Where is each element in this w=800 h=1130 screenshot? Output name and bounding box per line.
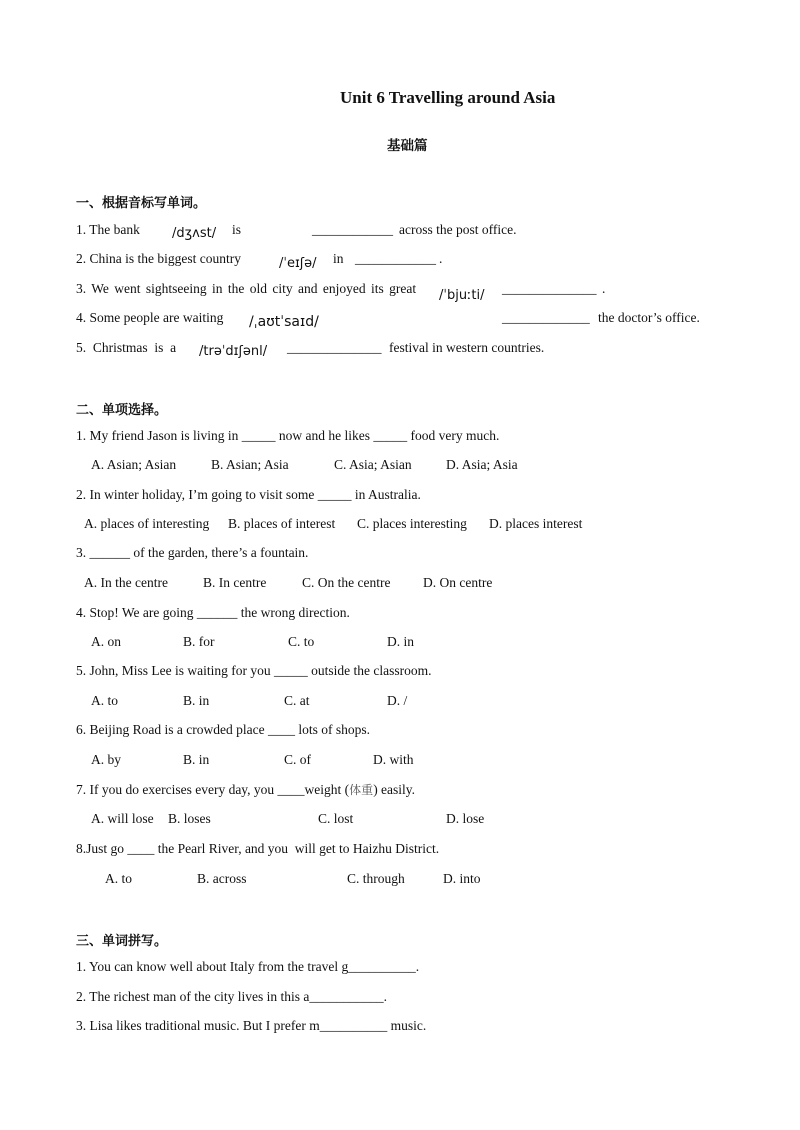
question-text: 2. In winter holiday, I’m going to visit some _____ in Australia. [76,487,421,502]
option-a[interactable]: A. on [91,634,121,649]
question-text [76,781,415,798]
item-text: is [232,222,242,237]
item-text: the doctor’s office. [598,310,700,325]
option-a[interactable]: A. places of interesting [84,516,210,531]
spelling-item: 2. The richest man of the city lives in this a___________. [76,989,387,1004]
item-text: 3. We went sightseeing in the old city and enjoyed its great [76,281,417,296]
question-text-part: ) easily. [373,782,416,797]
item-text: across the post office. [399,222,517,237]
phonetic: /ˈeɪʃə/ [279,256,317,271]
option-a[interactable]: A. In the centre [84,575,168,590]
option-a[interactable]: A. to [105,871,132,886]
phonetic: /ˈbjuːti/ [439,288,485,303]
question-text: 3. ______ of the garden, there’s a fountain. [76,545,309,560]
spelling-item: 3. Lisa likes traditional music. But I prefer m__________ music. [76,1018,427,1033]
item-text: 4. Some people are waiting [76,310,224,325]
answer-blank[interactable]: _____________ [502,310,590,325]
option-d[interactable]: D. On centre [423,575,493,590]
option-a[interactable]: A. to [91,693,118,708]
option-d[interactable]: D. lose [446,811,485,826]
section-2-heading: 二、单项选择。 [76,403,168,418]
answer-blank[interactable]: ____________ [355,251,436,266]
option-a[interactable]: A. by [91,752,121,767]
option-c[interactable]: C. through [347,871,405,886]
option-b[interactable]: B. across [197,871,247,886]
option-c[interactable]: C. to [288,634,315,649]
item-text: . [439,251,443,266]
option-c[interactable]: C. Asia; Asian [334,457,412,472]
option-d[interactable]: D. places interest [489,516,583,531]
item-text: 5. Christmas is a [76,340,177,355]
option-d[interactable]: D. in [387,634,414,649]
section-3-heading: 三、单词拼写。 [76,934,168,949]
option-b[interactable]: B. places of interest [228,516,336,531]
option-a[interactable]: A. Asian; Asian [91,457,177,472]
option-b[interactable]: B. in [183,693,210,708]
phonetic: /dʒʌst/ [172,226,217,241]
page-subtitle: 基础篇 [387,138,428,154]
question-text-part: 7. If you do exercises every day, you ____weight ( [76,782,350,797]
answer-blank[interactable]: ______________ [287,340,382,355]
option-c[interactable]: C. of [284,752,311,767]
question-text: 8.Just go ____ the Pearl River, and you will get to Haizhu District. [76,841,440,856]
question-text: 5. John, Miss Lee is waiting for you _____ outside the classroom. [76,663,432,678]
option-b[interactable]: B. for [183,634,215,649]
question-text-cjk: 体重 [349,783,374,797]
question-text: 1. My friend Jason is living in _____ now and he likes _____ food very much. [76,428,500,443]
option-c[interactable]: C. lost [318,811,354,826]
option-b[interactable]: B. Asian; Asia [211,457,289,472]
option-d[interactable]: D. Asia; Asia [446,457,518,472]
option-b[interactable]: B. in [183,752,210,767]
question-text: 4. Stop! We are going ______ the wrong direction. [76,605,350,620]
option-c[interactable]: C. at [284,693,310,708]
option-b[interactable]: B. loses [168,811,211,826]
item-text: 2. China is the biggest country [76,251,241,266]
option-c[interactable]: C. On the centre [302,575,391,590]
item-text: . [602,281,606,296]
phonetic: /trəˈdɪʃənl/ [199,344,268,359]
option-c[interactable]: C. places interesting [357,516,467,531]
option-d[interactable]: D. / [387,693,408,708]
option-d[interactable]: D. with [373,752,414,767]
spelling-item: 1. You can know well about Italy from the travel g__________. [76,959,420,974]
item-text: 1. The bank [76,222,140,237]
section-1-heading: 一、根据音标写单词。 [76,196,207,211]
question-text: 6. Beijing Road is a crowded place ____ lots of shops. [76,722,370,737]
option-d[interactable]: D. into [443,871,481,886]
item-text: in [333,251,344,266]
option-b[interactable]: B. In centre [203,575,267,590]
answer-blank[interactable]: ______________ [502,281,597,296]
phonetic: /ˌaʊtˈsaɪd/ [249,314,319,330]
item-text: festival in western countries. [389,340,545,355]
page-title: Unit 6 Travelling around Asia [340,88,556,107]
option-a[interactable]: A. will lose [91,811,154,826]
answer-blank[interactable]: ____________ [312,222,393,237]
